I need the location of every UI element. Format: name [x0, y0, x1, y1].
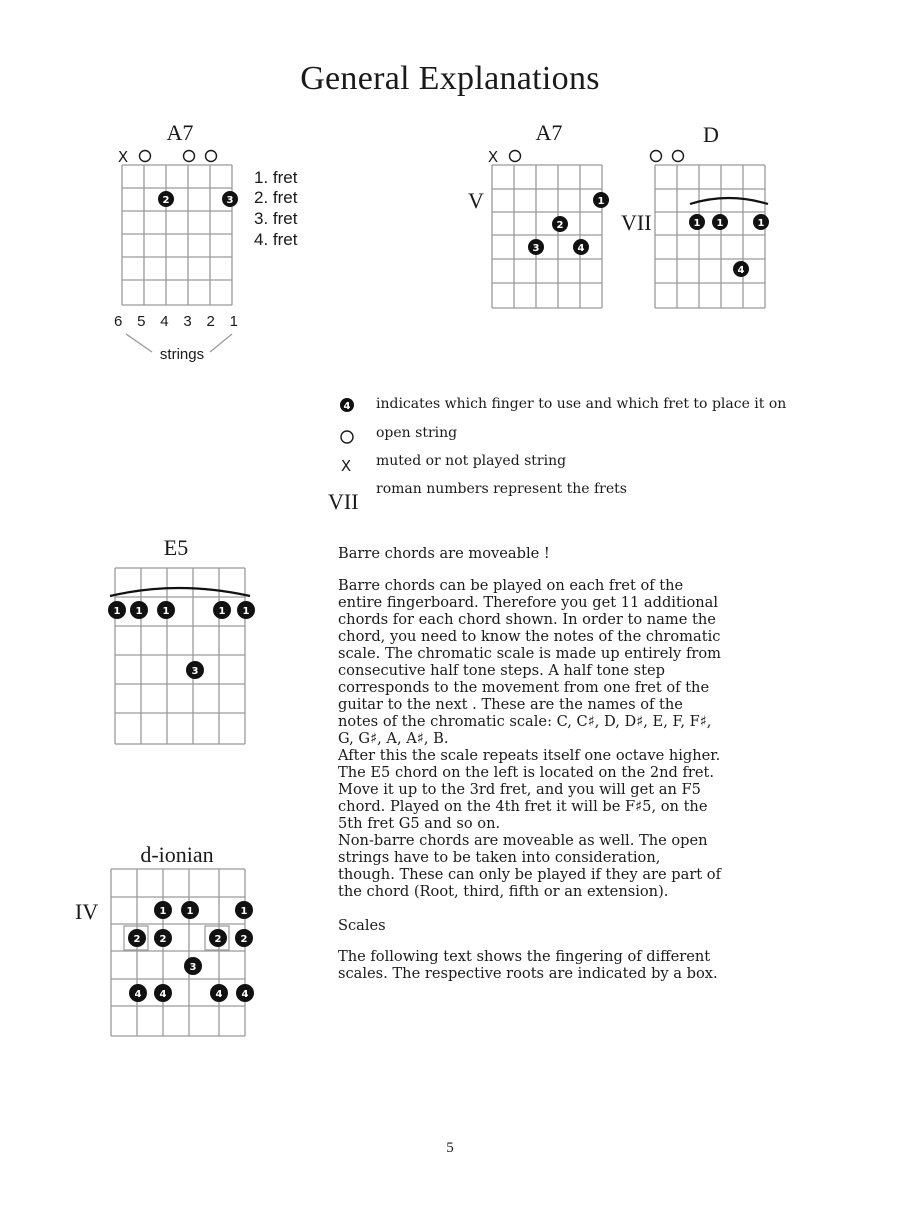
paragraph-line: strings have to be taken into consideration, [338, 849, 661, 866]
svg-text:2: 2 [214, 934, 222, 945]
paragraph-line: though. These can only be played if they are part of [338, 866, 721, 883]
finger-dot [158, 191, 174, 207]
svg-text:3: 3 [189, 962, 197, 973]
legend-open-string-icon [341, 431, 353, 443]
fret-position: VII [621, 210, 652, 235]
scale-name: d-ionian [140, 842, 214, 867]
svg-text:1: 1 [186, 906, 194, 917]
svg-text:4: 4 [577, 243, 585, 254]
paragraph-line: After this the scale repeats itself one octave higher. [338, 747, 721, 764]
svg-text:3: 3 [226, 195, 234, 206]
svg-text:1: 1 [597, 196, 605, 207]
svg-text:4: 4 [134, 989, 142, 1000]
legend-roman-text: roman numbers represent the frets [376, 481, 627, 497]
finger-dot [209, 929, 227, 947]
paragraph-line: Move it up to the 3rd fret, and you will get an F5 [338, 781, 701, 798]
svg-text:1: 1 [159, 906, 167, 917]
paragraph-line: entire fingerboard. Therefore you get 11 additional [338, 594, 719, 611]
paragraph-line: the chord (Root, third, fifth or an extension). [338, 883, 669, 900]
fret-label: 3. fret [254, 209, 298, 228]
open-string-icon [140, 151, 151, 162]
fretboard-grid [655, 165, 765, 308]
finger-dot [552, 216, 568, 232]
legend-muted-string-icon: X [340, 457, 352, 475]
svg-text:1: 1 [240, 906, 248, 917]
chord-name: A7 [535, 120, 563, 145]
fretboard-grid [111, 869, 245, 1036]
svg-text:2: 2 [133, 934, 141, 945]
legend-finger-dot-icon [340, 398, 354, 412]
finger-dot [213, 601, 231, 619]
finger-dot [129, 984, 147, 1002]
strings-label: strings [159, 346, 205, 363]
svg-text:1: 1 [757, 218, 765, 229]
svg-text:4: 4 [241, 989, 249, 1000]
barre-line [690, 198, 768, 204]
legend-roman-numeral: VII [328, 489, 359, 514]
finger-dot [235, 901, 253, 919]
open-string-icon [673, 151, 684, 162]
finger-dot [184, 957, 202, 975]
paragraph-line: Non-barre chords are moveable as well. The open [338, 832, 708, 849]
fret-position: IV [75, 899, 99, 924]
open-string-icon [651, 151, 662, 162]
chord-diagram-a7-labeled [114, 120, 298, 363]
finger-dot [528, 239, 544, 255]
open-string-icon [184, 151, 195, 162]
svg-text:3: 3 [191, 666, 199, 677]
paragraph-line: chord, you need to know the notes of the chromatic [338, 628, 721, 645]
paragraph-line: The E5 chord on the left is located on the 2nd fret. [338, 764, 715, 781]
barre-heading: Barre chords are moveable ! [338, 545, 550, 562]
open-string-icon [206, 151, 217, 162]
chord-name: D [703, 122, 719, 147]
barre-paragraph [338, 577, 783, 900]
finger-dot [210, 984, 228, 1002]
fretboard-grid [492, 165, 602, 308]
fretboard-grid [122, 165, 232, 305]
fret-position: V [468, 188, 484, 213]
finger-dot [154, 929, 172, 947]
paragraph-line: chord. Played on the 4th fret it will be F♯5, on the [338, 798, 708, 815]
svg-text:1: 1 [693, 218, 701, 229]
svg-text:2: 2 [556, 220, 564, 231]
scale-diagram-d-ionian [75, 842, 254, 1036]
finger-dot [154, 901, 172, 919]
paragraph-line: Barre chords can be played on each fret of the [338, 577, 684, 594]
fret-label: 2. fret [254, 188, 298, 207]
svg-text:1: 1 [716, 218, 724, 229]
legend-open-string-text: open string [376, 425, 458, 441]
svg-text:4: 4 [215, 989, 223, 1000]
barre-line [110, 588, 250, 596]
open-string-icon [510, 151, 521, 162]
finger-dot [235, 929, 253, 947]
finger-dot [712, 214, 728, 230]
paragraph-line: chords for each chord shown. In order to name the [338, 611, 716, 628]
paragraph-line: 5th fret G5 and so on. [338, 815, 501, 832]
chord-diagram-a7-position-v [468, 120, 609, 308]
finger-dot [593, 192, 609, 208]
string-numbers: 6 5 4 3 2 1 [114, 313, 238, 330]
finger-dot [130, 601, 148, 619]
page-number: 5 [446, 1140, 454, 1156]
paragraph-line: guitar to the next . These are the names of the [338, 696, 683, 713]
svg-text:4: 4 [343, 401, 351, 412]
finger-dot [733, 261, 749, 277]
svg-text:1: 1 [135, 606, 143, 617]
finger-dot [753, 214, 769, 230]
chord-name: E5 [163, 535, 189, 560]
finger-dot [689, 214, 705, 230]
chord-diagram-d-position-vii [621, 122, 769, 308]
muted-string-icon: X [117, 148, 129, 166]
paragraph-line: scales. The respective roots are indicated by a box. [338, 965, 718, 982]
svg-text:2: 2 [240, 934, 248, 945]
paragraph-line: corresponds to the movement from one fret of the [338, 679, 710, 696]
svg-text:1: 1 [113, 606, 121, 617]
chord-diagram-e5 [108, 535, 255, 744]
finger-dot [181, 901, 199, 919]
paragraph-line: scale. The chromatic scale is made up entirely from [338, 645, 721, 662]
finger-dot [237, 601, 255, 619]
legend-muted-string-text: muted or not played string [376, 453, 567, 469]
svg-text:2: 2 [159, 934, 167, 945]
muted-string-icon: X [487, 148, 499, 166]
finger-dot [128, 929, 146, 947]
page-title: General Explanations [300, 60, 600, 97]
finger-dot [236, 984, 254, 1002]
finger-dot [186, 661, 204, 679]
finger-dot [157, 601, 175, 619]
paragraph-line: consecutive half tone steps. A half tone step [338, 662, 665, 679]
chord-name: A7 [166, 120, 194, 145]
svg-text:1: 1 [162, 606, 170, 617]
fretboard-grid [115, 568, 245, 744]
fret-label: 4. fret [254, 230, 298, 249]
finger-dot [154, 984, 172, 1002]
finger-dot [573, 239, 589, 255]
finger-dot [222, 191, 238, 207]
scales-paragraph [338, 948, 783, 982]
svg-text:4: 4 [159, 989, 167, 1000]
svg-text:1: 1 [218, 606, 226, 617]
finger-dot [108, 601, 126, 619]
legend-finger-text: indicates which finger to use and which fret to place it on [376, 396, 787, 412]
svg-text:2: 2 [162, 195, 170, 206]
svg-text:3: 3 [532, 243, 540, 254]
paragraph-line: notes of the chromatic scale: C, C♯, D, D♯, E, F, F♯, [338, 713, 712, 730]
paragraph-line: G, G♯, A, A♯, B. [338, 730, 449, 747]
svg-text:4: 4 [737, 265, 745, 276]
paragraph-line: The following text shows the fingering of different [338, 948, 711, 965]
scales-heading: Scales [338, 917, 386, 934]
fret-label: 1. fret [254, 168, 298, 187]
svg-text:1: 1 [242, 606, 250, 617]
